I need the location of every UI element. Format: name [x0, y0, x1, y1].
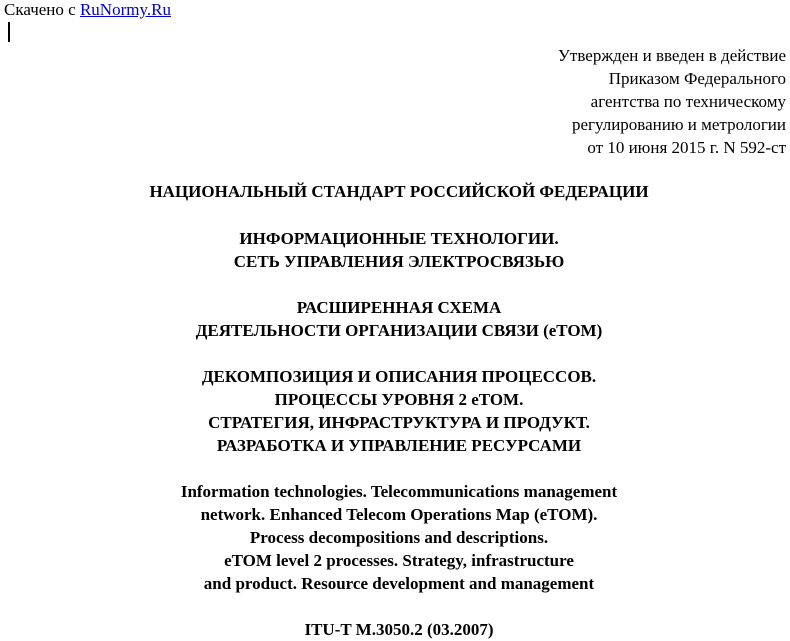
subtitle-block [0, 296, 790, 342]
approval-line: агентства по техническому [590, 92, 786, 111]
english-title-block [0, 480, 790, 595]
source-line [4, 0, 171, 20]
section-line: РАЗРАБОТКА И УПРАВЛЕНИЕ РЕСУРСАМИ [216, 436, 582, 455]
english-line: and product. Resource development and management [203, 574, 595, 593]
source-prefix: Скачено с [4, 0, 80, 19]
english-line: Process decompositions and descriptions. [249, 528, 549, 547]
text-cursor [8, 22, 10, 42]
standard-title-block [0, 180, 790, 203]
english-line: network. Enhanced Telecom Operations Map (eTOM). [200, 505, 598, 524]
section-line: ДЕКОМПОЗИЦИЯ И ОПИСАНИЯ ПРОЦЕССОВ. [201, 367, 597, 386]
approval-line: Приказом Федерального [608, 69, 786, 88]
source-link[interactable]: RuNormy.Ru [79, 0, 171, 19]
itu-reference: ITU-T M.3050.2 (03.2007) [304, 620, 494, 639]
title-block [0, 227, 790, 273]
approval-line: Утвержден и введен в действие [557, 46, 786, 65]
section-block [0, 365, 790, 457]
standard-title: НАЦИОНАЛЬНЫЙ СТАНДАРТ РОССИЙСКОЙ ФЕДЕРАЦИИ [149, 182, 649, 201]
title-line: СЕТЬ УПРАВЛЕНИЯ ЭЛЕКТРОСВЯЗЬЮ [233, 252, 565, 271]
approval-line: от 10 июня 2015 г. N 592-ст [587, 138, 786, 157]
approval-line: регулированию и метрологии [571, 115, 786, 134]
approval-block [558, 44, 786, 159]
subtitle-line: ДЕЯТЕЛЬНОСТИ ОРГАНИЗАЦИИ СВЯЗИ (eTOM) [195, 321, 603, 340]
section-line: ПРОЦЕССЫ УРОВНЯ 2 eTOM. [274, 390, 524, 409]
english-line: eTOM level 2 processes. Strategy, infrastructure [224, 551, 574, 570]
subtitle-line: РАСШИРЕННАЯ СХЕМА [296, 298, 502, 317]
title-line: ИНФОРМАЦИОННЫЕ ТЕХНОЛОГИИ. [239, 229, 559, 248]
reference-block [0, 618, 790, 641]
section-line: СТРАТЕГИЯ, ИНФРАСТРУКТУРА И ПРОДУКТ. [208, 413, 590, 432]
english-line: Information technologies. Telecommunications management [180, 482, 618, 501]
